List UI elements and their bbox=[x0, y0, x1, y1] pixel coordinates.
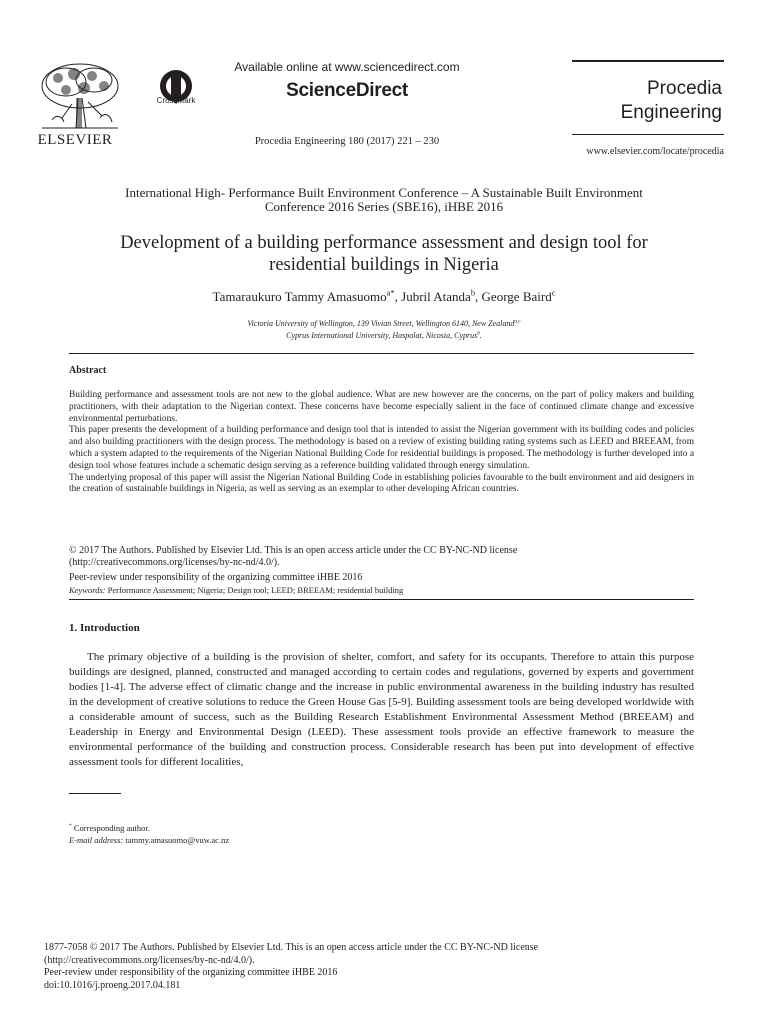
abstract-heading: Abstract bbox=[69, 365, 107, 376]
footnote-text: Corresponding author. bbox=[73, 823, 150, 833]
affiliation-mark: a,c bbox=[514, 318, 521, 325]
footnote-rule bbox=[69, 793, 121, 794]
author-affiliation-mark: a* bbox=[386, 287, 395, 298]
abstract-bottom-rule bbox=[69, 599, 694, 600]
license-link[interactable]: (http://creativecommons.org/licenses/by-nc-nd/4.0/). bbox=[69, 557, 280, 568]
license-statement bbox=[69, 545, 694, 569]
affiliation-text: Victoria University of Wellington, 139 Vivian Street, Wellington 6140, New Zealand bbox=[247, 319, 515, 328]
journal-divider bbox=[572, 134, 724, 135]
conference-line1: International High- Performance Built Environment Conference – A Sustainable Built Environment bbox=[125, 185, 643, 200]
email-label: E-mail address: bbox=[69, 835, 124, 845]
author-affiliation-mark: c bbox=[551, 287, 556, 298]
journal-title-line2: Engineering bbox=[620, 102, 722, 123]
keywords-list: Performance Assessment; Nigeria; Design tool; LEED; BREEAM; residential building bbox=[107, 585, 404, 595]
author-name: Tamaraukuro Tammy Amasuomo bbox=[212, 289, 387, 304]
sciencedirect-brand: ScienceDirect bbox=[286, 80, 408, 101]
journal-title-line1: Procedia bbox=[647, 78, 722, 99]
bottom-copyright-block bbox=[44, 942, 724, 992]
email-address[interactable]: tammy.amasuomo@vuw.ac.nz bbox=[125, 835, 230, 845]
footnote-mark: * bbox=[69, 823, 72, 830]
doi-link[interactable]: doi:10.1016/j.proeng.2017.04.181 bbox=[44, 979, 181, 991]
crossmark-label: CrossMark bbox=[156, 96, 196, 105]
footnote-corresponding bbox=[69, 823, 150, 833]
bottom-license-link[interactable]: (http://creativecommons.org/licenses/by-nc-nd/4.0/). bbox=[44, 954, 255, 966]
journal-url-link[interactable]: www.elsevier.com/locate/procedia bbox=[586, 146, 724, 157]
keywords bbox=[69, 585, 694, 595]
affiliation-2: Cyprus International University, Haspolat, Nicosia, Cyprus$^b$. bbox=[286, 330, 482, 340]
title-line2: residential buildings in Nigeria bbox=[269, 255, 499, 275]
bottom-line1: 1877-7058 © 2017 The Authors. Published by Elsevier Ltd. This is an open access article under the CC BY-NC-ND license bbox=[44, 942, 539, 953]
conference-name bbox=[60, 186, 708, 214]
title-line1: Development of a building performance assessment and design tool for bbox=[120, 233, 648, 253]
affiliation-mark: b bbox=[477, 330, 480, 337]
keywords-label: Keywords: bbox=[69, 585, 106, 595]
crossmark-icon[interactable] bbox=[156, 60, 196, 116]
conference-line2: Conference 2016 Series (SBE16), iHBE 2016 bbox=[264, 199, 504, 214]
license-line1: © 2017 The Authors. Published by Elsevier Ltd. This is an open access article under the CC BY-NC-ND license bbox=[69, 545, 518, 556]
affiliation-1 bbox=[60, 319, 708, 328]
available-online-text[interactable]: Available online at www.sciencedirect.com bbox=[234, 60, 460, 74]
author-affiliation-mark: b bbox=[470, 287, 476, 298]
abstract-paragraph: The underlying proposal of this paper will assist the Nigerian National Building Code in establishing policies favourable to the built environment and aid designers in the creation of sustainable buildings in Nigeria, as well as serving as an exemplar to other developing African countries. bbox=[69, 472, 694, 495]
affiliation-text: Cyprus International University, Haspolat, Nicosia, Cyprus bbox=[286, 331, 478, 340]
author-name: George Baird bbox=[481, 289, 552, 304]
abstract-paragraph: This paper presents the development of a building performance and design tool that is intended to assist the Nigerian government with its building codes and policies and also building practitioners with the design process. The methodology is based on a review of existing building rating systems such as LEED and BREEAM, from which a system adapted to the requirements of the Nigerian National Building Code for residential buildings is proposed. The methodology is further developed into a design tool whose features include a schematic design serving as a reference building validated through energy simulation. bbox=[69, 425, 694, 471]
introduction-paragraph: The primary objective of a building is the provision of shelter, comfort, and safety for its occupants. Therefore to attain this purpose buildings are designed, planned, constructed and managed according to certain codes and regulations, governed by experts and government bodies [1-4]. The adverse effect of climatic change and the increase in public environmental awareness in the building industry has resulted in the development of creative solutions to reduce the Green House Gas [5-9]. Building assessment tools are being developed worldwide with a considerable amount of success, such as the Building Research Establishment Environmental Assessment Method (BREEAM) and Leadership in Energy and Environmental Design (LEED). These assessment tools provide an effective framework to measure the environmental performance of the building and construction process. Considerable research has been put into development of effective assessment tools for different localities, bbox=[69, 651, 694, 768]
bottom-peer-review: Peer-review under responsibility of the organizing committee iHBE 2016 bbox=[44, 967, 338, 978]
publisher-name: ELSEVIER bbox=[37, 132, 113, 148]
section-heading-introduction: 1. Introduction bbox=[69, 622, 140, 634]
author-name: Jubril Atanda bbox=[401, 289, 471, 304]
journal-citation: Procedia Engineering 180 (2017) 221 – 230 bbox=[254, 136, 440, 147]
abstract-body bbox=[69, 390, 694, 496]
abstract-top-rule bbox=[69, 353, 694, 354]
abstract-paragraph: Building performance and assessment tools are not new to the global audience. What are new however are the concerns, on the part of policy makers and building practitioners, with their adaptation to the Nigerian context. These concerns have become especially salient in the face of continued climate change and excessive environmental perturbations. bbox=[69, 390, 694, 424]
paper-title bbox=[60, 232, 708, 276]
author-list: Tamaraukuro Tammy Amasuomo$^{a*}$, Jubril Atanda$^b$, George Baird$^c$ bbox=[212, 287, 556, 304]
footnote-email bbox=[69, 835, 229, 845]
peer-review-statement: Peer-review under responsibility of the organizing committee iHBE 2016 bbox=[69, 572, 363, 583]
